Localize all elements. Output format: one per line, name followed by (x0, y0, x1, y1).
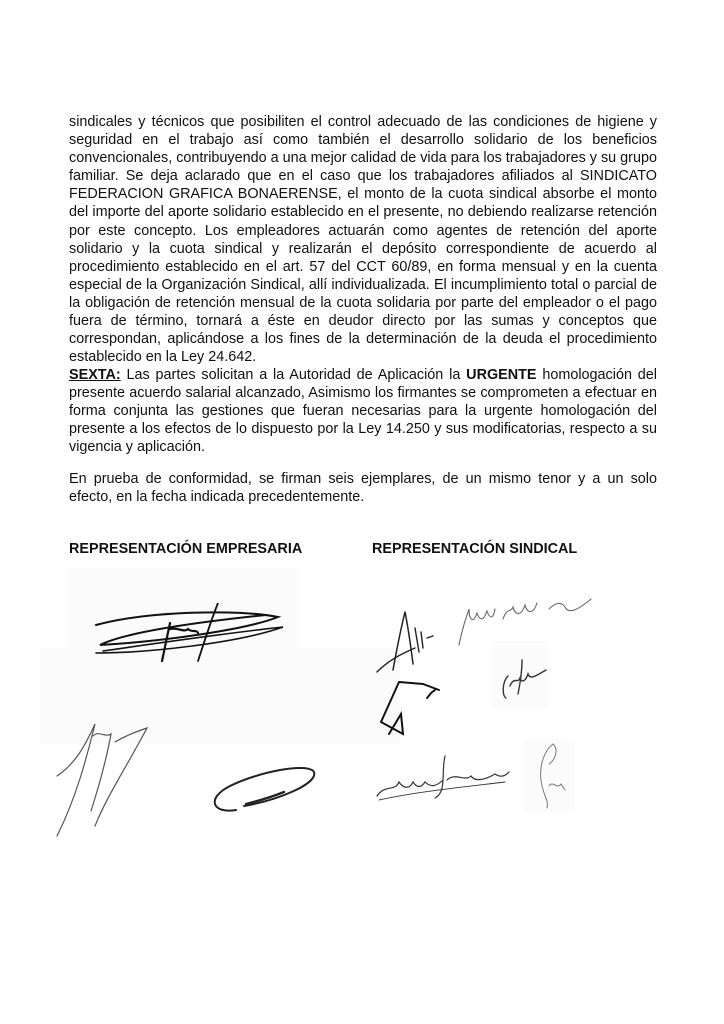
paragraph-aporte-solidario: sindicales y técnicos que posibiliten el control adecuado de las condiciones de higiene y seguridad en el trabajo así como también el desarrollo solidario de los beneficios convencionales, contribuyendo a una mejor calidad de vida para los trabajadores y su grupo familiar. Se deja aclarado que en el caso que los trabajadores afiliados al SINDICATO FEDERACION GRAFICA BONAERENSE, el monto de la cuota sindical absorbe el monto del importe del aporte solidario establecido en el presente, no debiendo realizarse retención por este concepto. Los empleadores actuarán como agentes de retención del aporte solidario y la cuota sindical y realizarán el depósito correspondiente de acuerdo al procedimiento establecido en el art. 57 del CCT 60/89, en forma mensual y en la cuenta especial de la Organización Sindical, allí individualizada. El incumplimiento total o parcial de la obligación de retención mensual de la cuota solidaria por parte del empleador o el pago fuera de término, tornará a éste en deudor directo por las sumas y conceptos que correspondan, aplicándose a los fines de la determinación de la deuda el procedimiento establecido en la Ley 24.642. (69, 114, 657, 366)
employer-signature-2 (55, 716, 175, 844)
clause-sexta-text-before: Las partes solicitan a la Autoridad de Aplicación la (120, 367, 467, 383)
union-signature-2 (455, 585, 595, 649)
union-signature-3 (375, 678, 445, 742)
employer-signature-1 (88, 603, 288, 663)
clause-sexta-label: SEXTA: (69, 367, 121, 383)
union-signature-5 (375, 752, 515, 804)
union-representation-heading: REPRESENTACIÓN SINDICAL (372, 541, 578, 557)
union-signature-4 (500, 656, 548, 700)
clause-sexta-text-after: homologación del presente acuerdo salarial alcanzado, Asimismo los firmantes se comprometen a efectuar en forma conjunta las gestiones que fueran necesarias para la urgente homologación del presente a los efectos de lo dispuesto por la Ley 14.250 y sus modificatorias, respecto a su vigencia y aplicación. (69, 367, 657, 456)
employer-representation-heading: REPRESENTACIÓN EMPRESARIA (69, 541, 303, 557)
employer-signature-3 (208, 762, 318, 818)
union-signature-6 (533, 740, 573, 810)
union-signature-1 (375, 608, 445, 676)
clause-sexta (69, 366, 657, 456)
closing-paragraph: En prueba de conformidad, se firman seis ejemplares, de un mismo tenor y a un solo efecto, en la fecha indicada precedentemente. (69, 471, 657, 506)
clause-sexta-emphasis: URGENTE (466, 367, 537, 383)
